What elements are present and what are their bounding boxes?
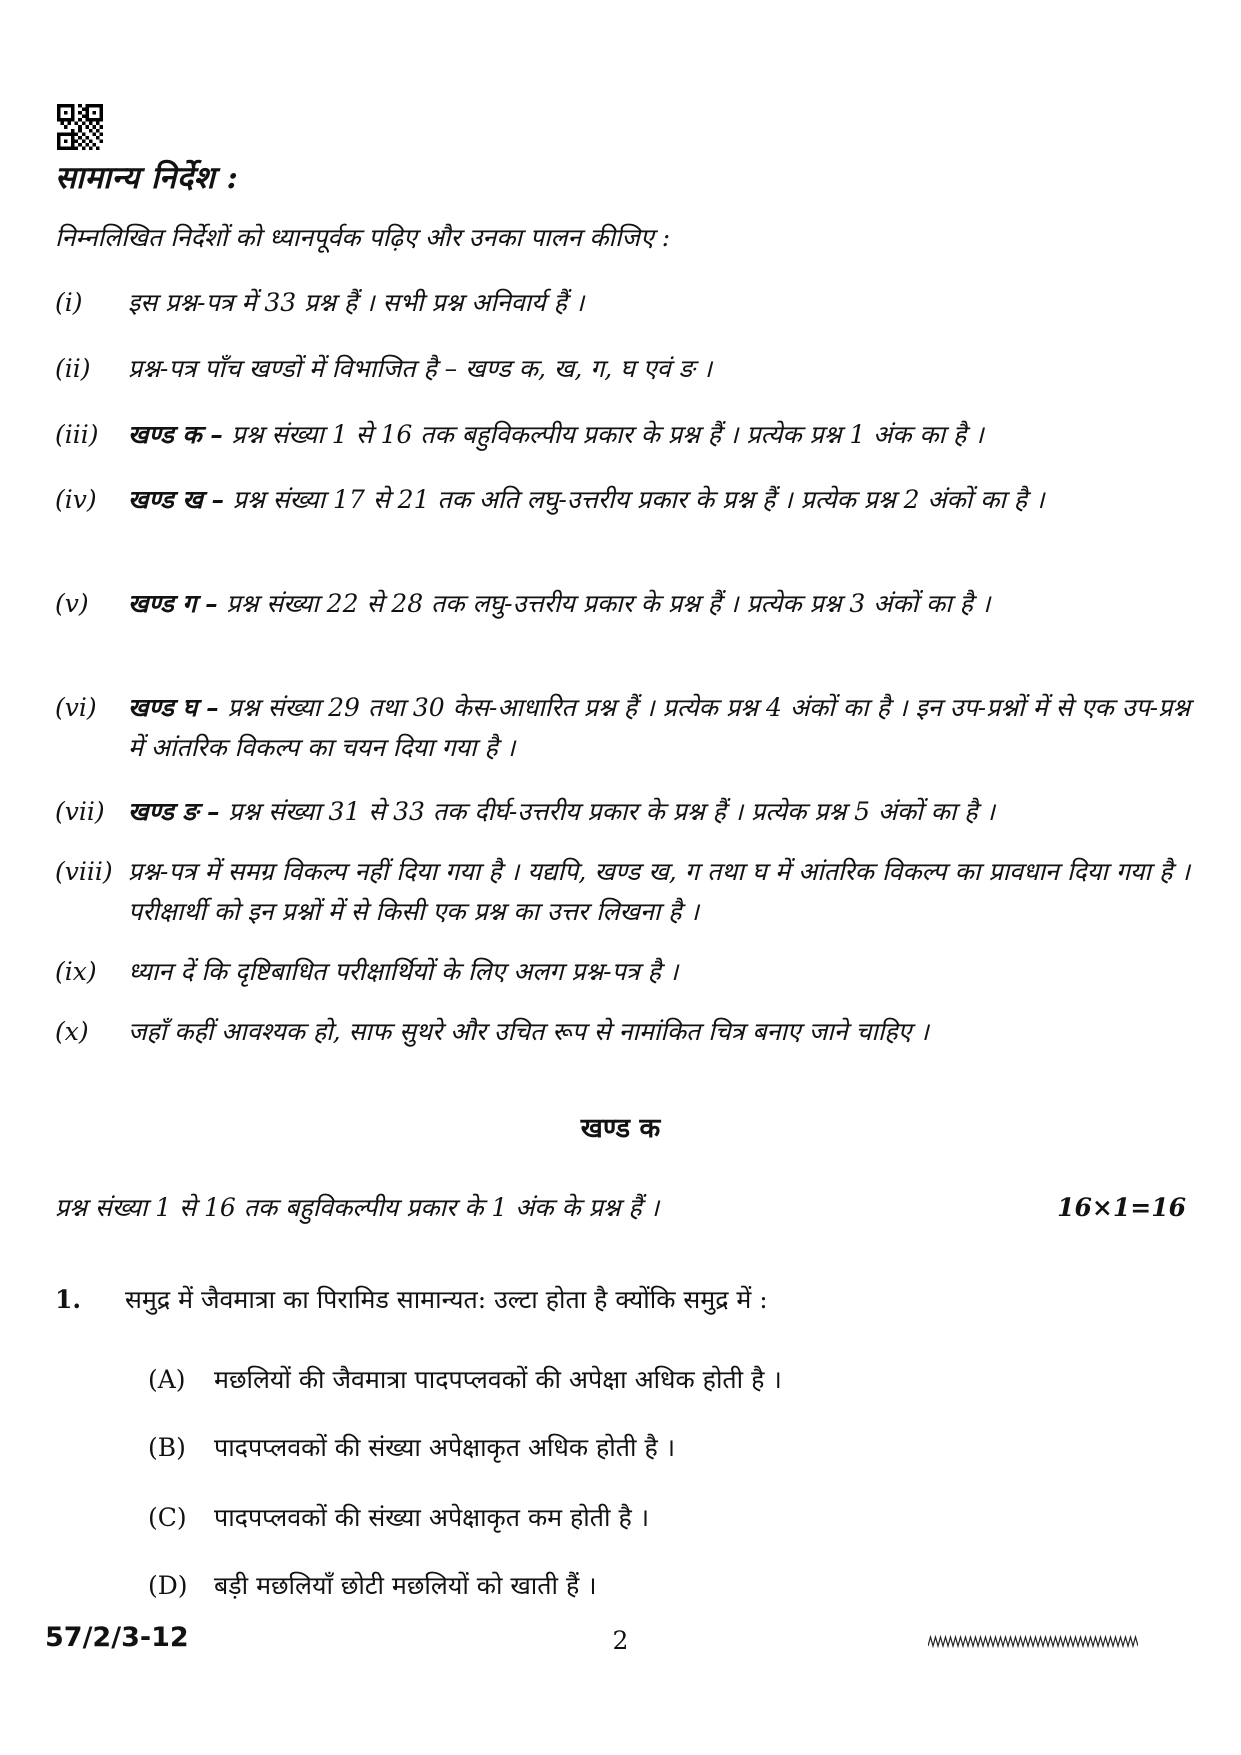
instruction-text-body: ध्यान दें कि दृष्टिबाधित परीक्षार्थियों के लिए अलग प्रश्न-पत्र है । — [128, 957, 679, 986]
general-instructions-intro: निम्नलिखित निर्देशों को ध्यानपूर्वक पढ़िए और उनका पालन कीजिए : — [55, 223, 671, 252]
question-1 — [55, 1280, 1186, 1320]
instruction-number: (viii) — [55, 857, 113, 886]
section-name-bold: खण्ड क – — [128, 420, 232, 449]
instruction-text — [128, 952, 1190, 992]
option-b — [148, 1428, 1186, 1468]
section-name-bold: खण्ड घ – — [128, 693, 228, 722]
instruction-text — [128, 480, 1190, 520]
instruction-number: (x) — [55, 1017, 89, 1046]
option-label: (A) — [148, 1365, 186, 1394]
instruction-text — [128, 852, 1190, 932]
instruction-text — [128, 688, 1190, 768]
section-note: प्रश्न संख्या 1 से 16 तक बहुविकल्पीय प्रकार के 1 अंक के प्रश्न हैं । — [55, 1193, 660, 1222]
question-number: 1. — [55, 1285, 82, 1314]
instruction-number: (iii) — [55, 420, 99, 449]
instruction-item-vi — [55, 688, 1190, 768]
qr-code-icon — [57, 104, 103, 150]
section-note-row — [55, 1190, 1186, 1224]
instruction-text-body: प्रश्न संख्या 17 से 21 तक अति लघु-उत्तरीय प्रकार के प्रश्न हैं । प्रत्येक प्रश्न 2 अंकों का है । — [232, 485, 1045, 514]
instruction-item-viii — [55, 852, 1190, 932]
question-text: समुद्र में जैवमात्रा का पिरामिड सामान्यत: उल्टा होता है क्योंकि समुद्र में : — [125, 1285, 768, 1314]
option-label: (D) — [148, 1571, 188, 1600]
option-label: (B) — [148, 1433, 186, 1462]
instruction-text — [128, 283, 1190, 323]
option-text: बड़ी मछलियाँ छोटी मछलियों को खाती हैं । — [214, 1571, 597, 1600]
option-a — [148, 1360, 1186, 1400]
instruction-text — [128, 415, 1190, 455]
instruction-number: (ii) — [55, 354, 91, 383]
instruction-text-body: प्रश्न-पत्र में समग्र विकल्प नहीं दिया गया है । यद्यपि, खण्ड ख, ग तथा घ में आंतरिक विकल्प का प्रावधान दिया गया है । परीक्षार्थी को इन प्रश्नों में से किसी एक प्रश्न का उत्तर लिखना है । — [128, 857, 1190, 926]
instruction-number: (i) — [55, 288, 83, 317]
section-name-bold: खण्ड ङ – — [128, 797, 229, 826]
instruction-text — [128, 349, 1190, 389]
page-number: 2 — [612, 1626, 629, 1655]
instruction-number: (vi) — [55, 693, 97, 722]
instruction-text — [128, 1012, 1190, 1052]
section-marks: 16×1=16 — [1057, 1193, 1186, 1222]
instruction-number: (ix) — [55, 957, 97, 986]
section-name-bold: खण्ड ख – — [128, 485, 233, 514]
option-c — [148, 1498, 1186, 1538]
instruction-item-x — [55, 1012, 1190, 1052]
instruction-item-i — [55, 283, 1190, 323]
instruction-number: (iv) — [55, 485, 97, 514]
option-text: पादपप्लवकों की संख्या अपेक्षाकृत कम होती है । — [214, 1503, 650, 1532]
instruction-number: (v) — [55, 589, 89, 618]
instruction-text-body: प्रश्न-पत्र पाँच खण्डों में विभाजित है – खण्ड क, ख, ग, घ एवं ङ । — [128, 354, 712, 383]
instruction-item-v — [55, 584, 1190, 624]
general-instructions-heading: सामान्य निर्देश : — [55, 160, 239, 196]
instruction-item-ix — [55, 952, 1190, 992]
instruction-text-body: प्रश्न संख्या 29 तथा 30 केस-आधारित प्रश्न हैं । प्रत्येक प्रश्न 4 अंकों का है । इन उप-प्रश्नों में से एक उप-प्रश्न में आंतरिक विकल्प का चयन दिया गया है । — [128, 693, 1190, 762]
option-text: पादपप्लवकों की संख्या अपेक्षाकृत अधिक होती है । — [214, 1433, 676, 1462]
option-label: (C) — [148, 1503, 187, 1532]
instruction-number: (vii) — [55, 797, 105, 826]
instruction-item-ii — [55, 349, 1190, 389]
paper-code: 57/2/3-12 — [45, 1622, 189, 1653]
section-name-bold: खण्ड ग – — [128, 589, 227, 618]
instruction-text-body: प्रश्न संख्या 31 से 33 तक दीर्घ-उत्तरीय प्रकार के प्रश्न हैं । प्रत्येक प्रश्न 5 अंकों का है । — [228, 797, 995, 826]
instruction-text-body: जहाँ कहीं आवश्यक हो, साफ सुथरे और उचित रूप से नामांकित चित्र बनाए जाने चाहिए । — [128, 1017, 929, 1046]
instruction-item-iv — [55, 480, 1190, 520]
zigzag-divider — [928, 1634, 1138, 1650]
option-d — [148, 1566, 1186, 1606]
instruction-text — [128, 792, 1190, 832]
section-title: खण्ड क — [580, 1113, 661, 1144]
instruction-text — [128, 584, 1190, 624]
instruction-text-body: प्रश्न संख्या 1 से 16 तक बहुविकल्पीय प्रकार के प्रश्न हैं । प्रत्येक प्रश्न 1 अंक का है । — [231, 420, 984, 449]
instruction-item-iii — [55, 415, 1190, 455]
instruction-text-body: प्रश्न संख्या 22 से 28 तक लघु-उत्तरीय प्रकार के प्रश्न हैं । प्रत्येक प्रश्न 3 अंकों का है । — [226, 589, 991, 618]
option-text: मछलियों की जैवमात्रा पादपप्लवकों की अपेक्षा अधिक होती है । — [214, 1365, 782, 1394]
instruction-text-body: इस प्रश्न-पत्र में 33 प्रश्न हैं । सभी प्रश्न अनिवार्य हैं । — [128, 288, 585, 317]
instruction-item-vii — [55, 792, 1190, 832]
